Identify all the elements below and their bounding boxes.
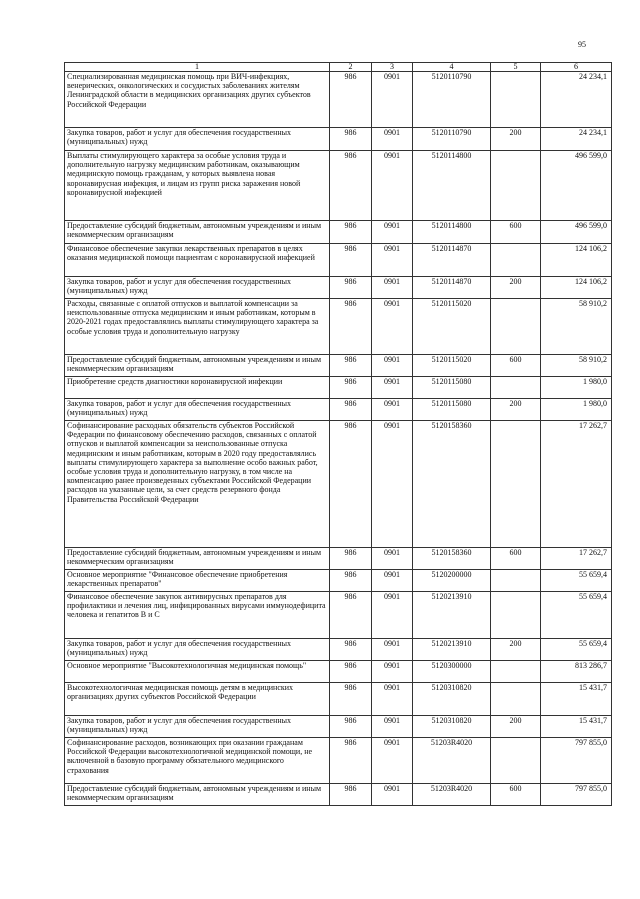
cell-target-article: 5120114800 [413,221,491,244]
cell-amount: 58 910,2 [541,299,612,355]
cell-expense-type [491,421,541,548]
cell-admin-code: 986 [330,277,372,299]
cell-section-code: 0901 [372,355,413,377]
cell-admin-code: 986 [330,355,372,377]
cell-section-code: 0901 [372,72,413,128]
cell-target-article: 5120115080 [413,377,491,399]
cell-section-code: 0901 [372,151,413,221]
cell-name: Финансовое обеспечение закупок антивирусных препаратов для профилактики и лечения лиц, инфицированных вирусами иммунодефицита человека и гепатитов В и С [65,592,330,639]
cell-admin-code: 986 [330,421,372,548]
table-row [65,128,612,151]
table-row [65,738,612,784]
cell-name: Закупка товаров, работ и услуг для обеспечения государственных (муниципальных) нужд [65,128,330,151]
cell-amount: 15 431,7 [541,683,612,716]
cell-section-code: 0901 [372,683,413,716]
cell-section-code: 0901 [372,784,413,806]
table-row [65,570,612,592]
budget-table [64,62,612,806]
cell-target-article: 5120115080 [413,399,491,421]
cell-expense-type: 200 [491,128,541,151]
cell-section-code: 0901 [372,548,413,570]
cell-section-code: 0901 [372,128,413,151]
cell-name: Закупка товаров, работ и услуг для обеспечения государственных (муниципальных) нужд [65,716,330,738]
cell-admin-code: 986 [330,548,372,570]
cell-name: Софинансирование расходных обязательств субъектов Российской Федерации по финансовому обеспечению расходов, связанных с оплатой отпусков и выплатой компенсации за неиспользованные отпуска медицинским и иным работникам, которым в 2020 году предоставлялись выплаты стимулирующего характера за выполнение особо важных работ, особые условия труда и дополнительную нагрузку, в том числе на компенсацию ранее произведенных субъектами Российской Федерации расходов на указанные цели, за счет средств резервного фонда Правительства Российской Федерации [65,421,330,548]
cell-expense-type [491,738,541,784]
cell-name: Предоставление субсидий бюджетным, автономным учреждениям и иным некоммерческим организациям [65,221,330,244]
cell-amount: 17 262,7 [541,548,612,570]
cell-name: Приобретение средств диагностики коронавирусной инфекции [65,377,330,399]
cell-amount: 24 234,1 [541,72,612,128]
cell-expense-type: 600 [491,548,541,570]
table-row [65,244,612,277]
table-row [65,221,612,244]
cell-amount: 15 431,7 [541,716,612,738]
cell-name: Софинансирование расходов, возникающих при оказании гражданам Российской Федерации высокотехнологичной медицинской помощи, не включенной в базовую программу обязательного медицинского страхования [65,738,330,784]
cell-section-code: 0901 [372,592,413,639]
header-col-6: 6 [541,63,612,72]
cell-admin-code: 986 [330,244,372,277]
cell-expense-type [491,683,541,716]
cell-target-article: 5120114870 [413,244,491,277]
cell-amount: 55 659,4 [541,592,612,639]
table-row [65,355,612,377]
cell-section-code: 0901 [372,639,413,661]
cell-admin-code: 986 [330,661,372,683]
cell-target-article: 5120114870 [413,277,491,299]
cell-admin-code: 986 [330,72,372,128]
cell-expense-type: 200 [491,716,541,738]
table-row [65,661,612,683]
cell-expense-type: 600 [491,355,541,377]
cell-expense-type [491,299,541,355]
cell-expense-type: 200 [491,399,541,421]
cell-target-article: 5120158360 [413,548,491,570]
cell-amount: 24 234,1 [541,128,612,151]
cell-target-article: 5120200000 [413,570,491,592]
cell-expense-type [491,151,541,221]
cell-expense-type [491,661,541,683]
cell-amount: 1 980,0 [541,377,612,399]
cell-section-code: 0901 [372,570,413,592]
cell-section-code: 0901 [372,738,413,784]
cell-amount: 55 659,4 [541,639,612,661]
table-row [65,683,612,716]
cell-admin-code: 986 [330,221,372,244]
cell-section-code: 0901 [372,277,413,299]
cell-section-code: 0901 [372,299,413,355]
cell-expense-type [491,72,541,128]
table-row [65,784,612,806]
cell-expense-type: 200 [491,277,541,299]
table-row [65,299,612,355]
cell-target-article: 5120213910 [413,592,491,639]
table-row [65,72,612,128]
cell-admin-code: 986 [330,592,372,639]
table-row [65,592,612,639]
cell-target-article: 5120115020 [413,299,491,355]
cell-amount: 496 599,0 [541,151,612,221]
header-row [65,63,612,72]
cell-target-article: 51203R4020 [413,738,491,784]
cell-target-article: 5120114800 [413,151,491,221]
cell-amount: 58 910,2 [541,355,612,377]
cell-name: Расходы, связанные с оплатой отпусков и выплатой компенсации за неиспользованные отпуска медицинским и иным работникам, которым в 2020-2021 годах предоставлялись выплаты стимулирующего характера за особые условия труда и дополнительную нагрузку [65,299,330,355]
table-row [65,548,612,570]
cell-admin-code: 986 [330,377,372,399]
cell-target-article: 5120110790 [413,128,491,151]
header-col-2: 2 [330,63,372,72]
page-number: 95 [578,40,586,49]
cell-admin-code: 986 [330,716,372,738]
cell-name: Предоставление субсидий бюджетным, автономным учреждениям и иным некоммерческим организациям [65,784,330,806]
cell-admin-code: 986 [330,128,372,151]
cell-amount: 496 599,0 [541,221,612,244]
cell-section-code: 0901 [372,377,413,399]
cell-admin-code: 986 [330,738,372,784]
cell-name: Основное мероприятие "Финансовое обеспечение приобретения лекарственных препаратов" [65,570,330,592]
cell-target-article: 5120310820 [413,683,491,716]
cell-expense-type: 600 [491,784,541,806]
cell-name: Закупка товаров, работ и услуг для обеспечения государственных (муниципальных) нужд [65,399,330,421]
cell-name: Закупка товаров, работ и услуг для обеспечения государственных (муниципальных) нужд [65,277,330,299]
cell-section-code: 0901 [372,716,413,738]
table-row [65,639,612,661]
header-col-1: 1 [65,63,330,72]
table-row [65,377,612,399]
cell-name: Предоставление субсидий бюджетным, автономным учреждениям и иным некоммерческим организациям [65,355,330,377]
cell-name: Выплаты стимулирующего характера за особые условия труда и дополнительную нагрузку медицинским работникам, оказывающим медицинскую помощь гражданам, у которых выявлена новая коронавирусная инфекция, и лицам из групп риска заражения новой коронавирусной инфекцией [65,151,330,221]
cell-target-article: 5120115020 [413,355,491,377]
cell-amount: 17 262,7 [541,421,612,548]
cell-target-article: 5120310820 [413,716,491,738]
cell-amount: 55 659,4 [541,570,612,592]
cell-amount: 1 980,0 [541,399,612,421]
cell-admin-code: 986 [330,683,372,716]
cell-admin-code: 986 [330,639,372,661]
cell-name: Основное мероприятие "Высокотехнологичная медицинская помощь" [65,661,330,683]
header-col-4: 4 [413,63,491,72]
cell-amount: 124 106,2 [541,277,612,299]
cell-section-code: 0901 [372,221,413,244]
cell-name: Финансовое обеспечение закупки лекарственных препаратов в целях оказания медицинской помощи пациентам с коронавирусной инфекцией [65,244,330,277]
cell-expense-type: 600 [491,221,541,244]
cell-amount: 797 855,0 [541,784,612,806]
cell-admin-code: 986 [330,151,372,221]
table-row [65,151,612,221]
cell-expense-type: 200 [491,639,541,661]
cell-expense-type [491,244,541,277]
cell-amount: 797 855,0 [541,738,612,784]
cell-expense-type [491,377,541,399]
table-row [65,277,612,299]
table-row [65,399,612,421]
cell-target-article: 5120300000 [413,661,491,683]
cell-expense-type [491,592,541,639]
cell-target-article: 5120213910 [413,639,491,661]
cell-section-code: 0901 [372,661,413,683]
cell-target-article: 51203R4020 [413,784,491,806]
table-row [65,421,612,548]
cell-target-article: 5120110790 [413,72,491,128]
cell-name: Предоставление субсидий бюджетным, автономным учреждениям и иным некоммерческим организациям [65,548,330,570]
cell-amount: 813 286,7 [541,661,612,683]
cell-name: Высокотехнологичная медицинская помощь детям в медицинских организациях других субъектов Российской Федерации [65,683,330,716]
cell-amount: 124 106,2 [541,244,612,277]
cell-section-code: 0901 [372,399,413,421]
cell-admin-code: 986 [330,570,372,592]
cell-section-code: 0901 [372,244,413,277]
cell-admin-code: 986 [330,399,372,421]
cell-target-article: 5120158360 [413,421,491,548]
cell-admin-code: 986 [330,299,372,355]
header-col-3: 3 [372,63,413,72]
cell-admin-code: 986 [330,784,372,806]
cell-section-code: 0901 [372,421,413,548]
table-body [65,72,612,806]
cell-name: Закупка товаров, работ и услуг для обеспечения государственных (муниципальных) нужд [65,639,330,661]
cell-name: Специализированная медицинская помощь при ВИЧ-инфекциях, венерических, онкологических и сосудистых заболеваниях жителям Ленинградской области в медицинских организациях других субъектов Российской Федерации [65,72,330,128]
table-row [65,716,612,738]
header-col-5: 5 [491,63,541,72]
cell-expense-type [491,570,541,592]
